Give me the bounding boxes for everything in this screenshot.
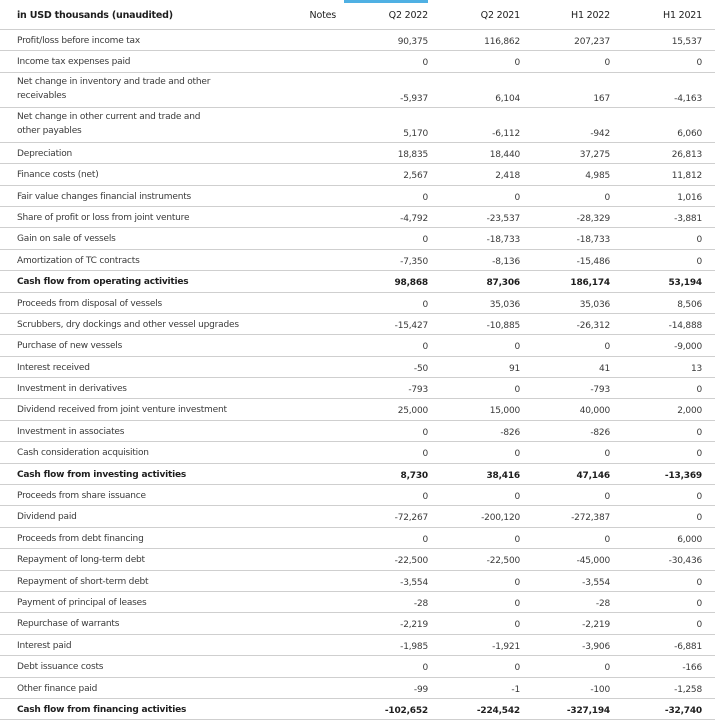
cell-q2-2022: -1,985 [400, 641, 428, 652]
cell-h1-2021: 26,813 [671, 149, 702, 160]
cell-h1-2021: 0 [696, 256, 702, 267]
cell-q2-2021: -22,500 [486, 556, 520, 567]
row-label: Scrubbers, dry dockings and other vessel upgrades [17, 319, 239, 330]
cell-h1-2022: 0 [604, 534, 610, 545]
table-row [0, 699, 715, 720]
table-row [0, 678, 715, 699]
cell-q2-2021: -224,542 [476, 705, 520, 716]
cell-h1-2021: 0 [696, 58, 702, 69]
cell-h1-2022: 0 [604, 192, 610, 203]
cell-q2-2021: 6,104 [495, 93, 520, 104]
col-q2-2021-header: Q2 2021 [480, 10, 520, 21]
row-label: Gain on sale of vessels [17, 234, 116, 245]
row-label: Net change in other current and trade and other payables [17, 111, 201, 136]
cell-q2-2021: 38,416 [486, 470, 520, 481]
cell-h1-2021: -14,888 [668, 320, 702, 331]
cell-q2-2022: 0 [422, 342, 428, 353]
cell-q2-2021: 0 [514, 663, 520, 674]
table-row [0, 592, 715, 613]
row-label: Repayment of short-term debt [17, 576, 149, 587]
row-label: Cash consideration acquisition [17, 448, 149, 459]
table-row [0, 656, 715, 677]
cell-q2-2022: -4,792 [400, 213, 428, 224]
cell-h1-2021: 8,506 [677, 299, 702, 310]
row-label: Cash flow from operating activities [17, 277, 189, 288]
cell-h1-2021: -6,881 [674, 641, 702, 652]
cell-h1-2022: 186,174 [570, 278, 610, 289]
cell-q2-2022: 0 [422, 58, 428, 69]
table-row [0, 549, 715, 570]
cell-h1-2022: 167 [593, 93, 610, 104]
unit-label: in USD thousands (unaudited) [17, 10, 173, 21]
cell-h1-2021: -30,436 [668, 556, 702, 567]
cell-h1-2021: 0 [696, 577, 702, 588]
cell-q2-2021: -6,112 [492, 128, 520, 139]
cell-h1-2022: 40,000 [579, 406, 610, 417]
cell-h1-2022: -272,387 [571, 513, 610, 524]
row-label: Cash flow from financing activities [17, 704, 187, 715]
col-h1-2021-header: H1 2021 [663, 10, 702, 21]
cell-h1-2021: 6,000 [677, 534, 702, 545]
table-row [0, 635, 715, 656]
cell-h1-2022: -942 [590, 128, 610, 139]
cell-h1-2022: -100 [590, 684, 610, 695]
cell-q2-2021: -1,921 [492, 641, 520, 652]
cell-q2-2021: 0 [514, 449, 520, 460]
cell-h1-2021: 0 [696, 449, 702, 460]
cell-q2-2022: 0 [422, 534, 428, 545]
cell-h1-2021: 13 [690, 363, 702, 374]
cell-q2-2022: 8,730 [400, 470, 428, 481]
cell-h1-2022: 0 [604, 492, 610, 503]
cell-q2-2021: -826 [500, 427, 520, 438]
row-label: Payment of principal of leases [17, 597, 147, 608]
cell-h1-2021: 11,812 [671, 171, 702, 182]
table-row [0, 613, 715, 634]
cell-q2-2021: 0 [514, 534, 520, 545]
cell-h1-2021: 1,016 [677, 192, 702, 203]
cell-h1-2022: 4,985 [585, 171, 610, 182]
row-label: Debt issuance costs [17, 662, 104, 673]
row-label: Income tax expenses paid [17, 57, 131, 68]
cell-h1-2022: -327,194 [566, 705, 610, 716]
cell-h1-2022: -3,554 [582, 577, 610, 588]
cell-q2-2022: -2,219 [400, 620, 428, 631]
cell-h1-2022: 207,237 [574, 37, 610, 47]
table-header [0, 0, 715, 30]
cell-h1-2021: -4,163 [674, 93, 702, 104]
row-label: Amortization of TC contracts [17, 255, 140, 266]
row-label: Purchase of new vessels [17, 341, 123, 352]
cell-h1-2021: 0 [696, 492, 702, 503]
table-row [0, 421, 715, 442]
cell-q2-2022: -99 [413, 684, 428, 695]
cell-q2-2022: 0 [422, 427, 428, 438]
row-label: Finance costs (net) [17, 170, 99, 181]
cell-q2-2022: 0 [422, 492, 428, 503]
cell-q2-2021: 0 [514, 620, 520, 631]
cell-h1-2022: -28 [595, 598, 610, 609]
col-notes-header: Notes [309, 10, 336, 21]
cell-h1-2022: -3,906 [582, 641, 610, 652]
cell-q2-2022: 5,170 [403, 128, 428, 139]
cell-h1-2022: -15,486 [576, 256, 610, 267]
table-row [0, 335, 715, 356]
cell-q2-2022: -793 [408, 385, 428, 396]
table-row [0, 442, 715, 463]
table-row [0, 485, 715, 506]
row-label: Other finance paid [17, 683, 98, 694]
cell-h1-2022: -45,000 [576, 556, 610, 567]
table-row [0, 571, 715, 592]
cell-q2-2022: -72,267 [394, 513, 428, 524]
row-label: Repayment of long-term debt [17, 555, 145, 566]
cell-h1-2022: -793 [590, 385, 610, 396]
row-label: Interest paid [17, 640, 72, 651]
cell-h1-2021: 0 [696, 427, 702, 438]
cell-q2-2022: -15,427 [394, 320, 428, 331]
table-row [0, 228, 715, 249]
table-row [0, 207, 715, 228]
cell-h1-2022: -826 [590, 427, 610, 438]
row-label: Investment in derivatives [17, 384, 127, 395]
cell-q2-2021: -8,136 [492, 256, 520, 267]
cell-h1-2022: -26,312 [576, 320, 610, 331]
table-row [0, 250, 715, 271]
row-label: Share of profit or loss from joint venture [17, 212, 190, 223]
cell-q2-2022: 98,868 [394, 278, 428, 289]
cell-h1-2022: 0 [604, 342, 610, 353]
table-row [0, 378, 715, 399]
row-label: Net change in inventory and trade and other receivables [17, 76, 211, 101]
cell-q2-2021: 2,418 [495, 171, 520, 182]
table-row [0, 506, 715, 527]
table-row [0, 108, 715, 143]
cell-q2-2021: -1 [511, 684, 520, 695]
table-row [0, 528, 715, 549]
cell-q2-2021: 91 [508, 363, 520, 374]
table-row [0, 186, 715, 207]
cell-q2-2021: -23,537 [486, 213, 520, 224]
cell-q2-2022: -50 [413, 363, 428, 374]
current-period-accent [344, 0, 428, 3]
cell-q2-2022: -22,500 [394, 556, 428, 567]
row-label: Dividend received from joint venture investment [17, 405, 227, 416]
cell-h1-2022: -18,733 [576, 235, 610, 246]
cell-h1-2022: 41 [598, 363, 610, 374]
table-body [0, 30, 715, 720]
cell-h1-2021: -3,881 [674, 213, 702, 224]
cell-h1-2021: -1,258 [674, 684, 702, 695]
cell-h1-2021: 0 [696, 513, 702, 524]
cell-q2-2022: -3,554 [400, 577, 428, 588]
cell-q2-2022: 90,375 [397, 37, 428, 47]
table-row [0, 271, 715, 292]
table-row [0, 357, 715, 378]
cell-h1-2022: -28,329 [576, 213, 610, 224]
cell-h1-2021: 2,000 [677, 406, 702, 417]
cell-h1-2021: 15,537 [671, 37, 702, 47]
row-label: Depreciation [17, 148, 73, 159]
cell-h1-2021: -32,740 [664, 705, 702, 716]
table-row [0, 143, 715, 164]
row-label: Cash flow from investing activities [17, 469, 187, 480]
table-row [0, 464, 715, 485]
cell-q2-2021: -10,885 [486, 320, 520, 331]
table-row [0, 73, 715, 108]
cell-h1-2022: 47,146 [576, 470, 610, 481]
cell-q2-2022: 0 [422, 449, 428, 460]
cell-q2-2021: 0 [514, 492, 520, 503]
cell-q2-2021: 0 [514, 192, 520, 203]
cell-q2-2022: 0 [422, 663, 428, 674]
cell-q2-2022: -102,652 [384, 705, 428, 716]
table-row [0, 30, 715, 51]
cell-q2-2022: -7,350 [400, 256, 428, 267]
cell-q2-2022: 25,000 [397, 406, 428, 417]
cell-h1-2022: 35,036 [579, 299, 610, 310]
row-label: Fair value changes financial instruments [17, 191, 192, 202]
row-label: Profit/loss before income tax [17, 36, 140, 46]
cell-q2-2021: -18,733 [486, 235, 520, 246]
cell-q2-2022: 0 [422, 235, 428, 246]
cell-h1-2021: 53,194 [668, 278, 702, 289]
row-label: Proceeds from debt financing [17, 533, 144, 544]
cell-q2-2022: 0 [422, 192, 428, 203]
cell-h1-2021: 0 [696, 385, 702, 396]
cell-h1-2022: 0 [604, 449, 610, 460]
cell-q2-2021: 116,862 [484, 37, 520, 47]
row-label: Dividend paid [17, 512, 77, 523]
col-q2-2022-header: Q2 2022 [388, 10, 428, 21]
cell-q2-2022: 2,567 [403, 171, 428, 182]
table-row [0, 314, 715, 335]
cell-q2-2021: -200,120 [481, 513, 520, 524]
cell-q2-2021: 0 [514, 598, 520, 609]
cell-h1-2021: 0 [696, 235, 702, 246]
cell-h1-2021: -166 [682, 663, 702, 674]
table-row [0, 51, 715, 72]
table-row [0, 164, 715, 185]
cell-q2-2021: 0 [514, 58, 520, 69]
cell-q2-2022: 18,835 [397, 149, 428, 160]
cell-h1-2022: 0 [604, 58, 610, 69]
table-row [0, 293, 715, 314]
cell-h1-2021: 6,060 [677, 128, 702, 139]
cell-h1-2021: -9,000 [674, 342, 702, 353]
cell-q2-2022: -28 [413, 598, 428, 609]
row-label: Investment in associates [17, 426, 125, 437]
cell-h1-2022: 37,275 [579, 149, 610, 160]
cell-q2-2021: 0 [514, 577, 520, 588]
row-label: Interest received [17, 362, 90, 373]
cell-h1-2022: 0 [604, 663, 610, 674]
cell-q2-2021: 0 [514, 342, 520, 353]
row-label: Repurchase of warrants [17, 619, 120, 630]
row-label: Proceeds from disposal of vessels [17, 298, 162, 309]
cell-h1-2021: -13,369 [664, 470, 702, 481]
table-row [0, 399, 715, 420]
cell-q2-2021: 87,306 [486, 278, 520, 289]
cell-q2-2022: 0 [422, 299, 428, 310]
row-label: Proceeds from share issuance [17, 491, 146, 502]
cell-h1-2022: -2,219 [582, 620, 610, 631]
col-h1-2022-header: H1 2022 [571, 10, 610, 21]
cell-h1-2021: 0 [696, 620, 702, 631]
cell-q2-2021: 35,036 [489, 299, 520, 310]
cell-q2-2021: 0 [514, 385, 520, 396]
cell-q2-2022: -5,937 [400, 93, 428, 104]
cell-q2-2021: 18,440 [489, 149, 520, 160]
cell-h1-2021: 0 [696, 598, 702, 609]
cell-q2-2021: 15,000 [489, 406, 520, 417]
